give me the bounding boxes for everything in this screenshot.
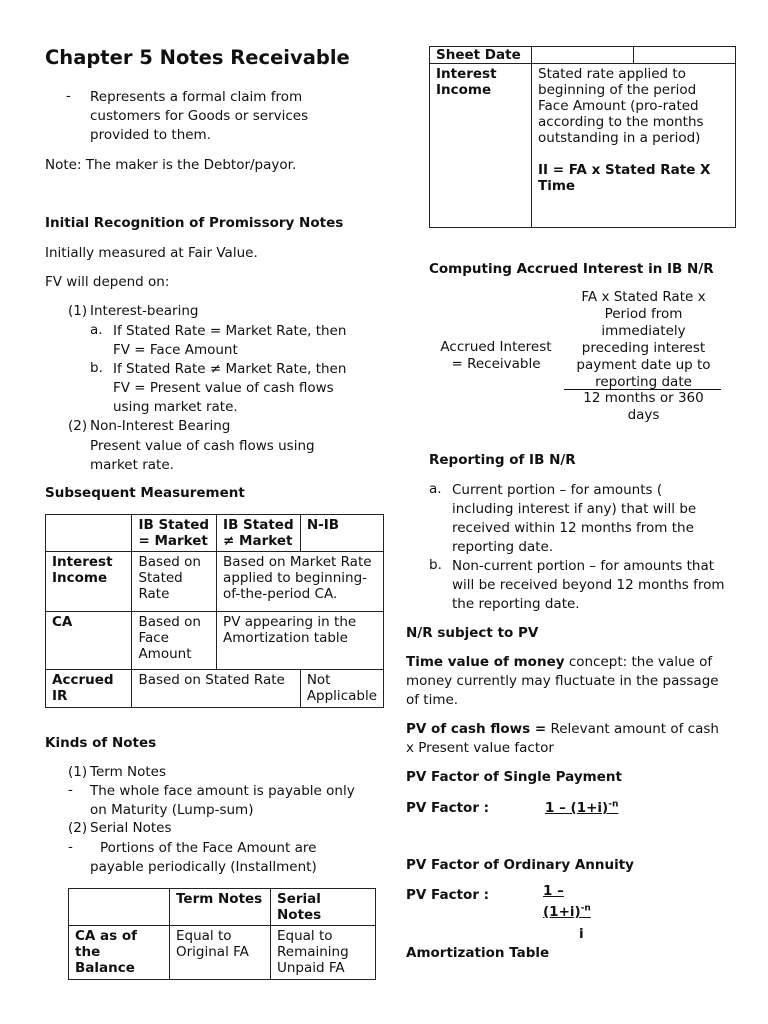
item1-label: Interest-bearing [90,303,199,319]
table-cell: Based on Stated Rate [132,670,300,708]
table-cell: Based on Stated Rate [132,552,217,612]
item2-text: Present value of cash flows using market rate. [90,438,315,473]
interest-income-formula: II = FA x Stated Rate X Time [538,162,711,194]
table-cell: Equal to Original FA [170,926,271,980]
single-formula [545,800,618,817]
row-label: CA [46,612,132,670]
item2-label: Non-Interest Bearing [90,418,231,434]
note-text: Note: The maker is the Debtor/payor. [45,157,297,173]
single-formula-base: 1 – (1+i) [545,800,609,816]
bullet-text: Represents a formal claim from customers for Goods or services provided to them. [90,89,309,143]
annuity-top: 1 – [543,883,564,899]
annuity-middle-base: (1+i) [543,904,581,920]
initial-heading: Initial Recognition of Promissory Notes [45,215,344,231]
subsequent-table [45,514,384,708]
row-label: Interest Income [430,64,532,228]
col-header: Term Notes [170,889,271,926]
annuity-bottom: i [579,926,584,942]
rep-b-mark: b. [429,557,442,573]
item1b-mark: b. [90,360,103,376]
item2-number: (2) [68,418,88,434]
kinds-heading: Kinds of Notes [45,735,157,751]
pv-factor-label: PV Factor : [406,800,490,816]
accrued-denominator: 12 months or 360 days [583,390,704,423]
item1a-text: If Stated Rate = Market Rate, then FV = Face Amount [113,323,347,358]
annuity-heading: PV Factor of Ordinary Annuity [406,857,634,873]
table-cell: Based on Face Amount [132,612,217,670]
amortization-heading: Amortization Table [406,945,550,958]
table-cell: Based on Market Rate applied to beginning-of-the-period CA. [217,552,384,612]
table-cell: Not Applicable [300,670,383,708]
fv-depends: FV will depend on: [45,274,170,290]
accrued-lhs: Accrued Interest = Receivable [440,339,552,372]
kind1-number: (1) [68,764,88,780]
annuity-middle [543,904,591,921]
table-cell [532,64,736,228]
pvcf-text: Relevant amount of cash x Present value factor [406,721,719,756]
col-header: N-IB [300,515,383,552]
subsequent-heading: Subsequent Measurement [45,485,245,501]
row-label: Accrued IR [46,670,132,708]
table-corner [46,515,132,552]
rep-a-mark: a. [429,481,442,497]
annuity-exponent: -n [580,903,591,914]
single-heading: PV Factor of Single Payment [406,769,622,785]
kind2-number: (2) [68,820,88,836]
reporting-heading: Reporting of IB N/R [429,452,576,468]
kind1-dash: - [68,782,73,798]
kind2-text: Portions of the Face Amount are payable periodically (Installment) [90,840,317,875]
page-title: Chapter 5 Notes Receivable [45,46,350,69]
item1a-mark: a. [90,322,103,338]
table-cell [634,47,736,64]
single-formula-exponent: -n [608,799,619,810]
tvm-paragraph [406,653,726,710]
pv-heading: N/R subject to PV [406,625,539,641]
accrued-heading: Computing Accrued Interest in IB N/R [429,261,714,277]
initially-measured: Initially measured at Fair Value. [45,245,258,261]
kind1-label: Term Notes [90,764,167,780]
kind1-text: The whole face amount is payable only on Maturity (Lump-sum) [90,783,355,818]
interest-income-table [429,46,736,228]
bullet-dash: - [66,88,71,104]
col-header: IB Stated ≠ Market [217,515,301,552]
col-header: IB Stated = Market [132,515,217,552]
table-corner [69,889,170,926]
row-label: Sheet Date [430,47,532,64]
table-cell: PV appearing in the Amortization table [217,612,384,670]
kind2-label: Serial Notes [90,820,172,836]
col-header: Serial Notes [271,889,376,926]
pv-factor-label-2: PV Factor : [406,887,490,903]
accrued-numerator: FA x Stated Rate x Period from immediately preceding interest payment date up to reporting date [576,289,711,390]
tvm-term: Time value of money [406,654,565,670]
item1b-text: If Stated Rate ≠ Market Rate, then FV = Present value of cash flows using market rate. [113,361,347,415]
kinds-table [68,888,376,980]
rep-a-text: Current portion – for amounts ( including interest if any) that will be received within 12 months from the reporting date. [452,482,697,555]
row-label: CA as of the Balance [69,926,170,980]
interest-income-description: Stated rate applied to beginning of the period Face Amount (pro-rated according to the months outstanding in a period) [538,66,704,146]
pvcf-term: PV of cash flows = [406,721,547,737]
rep-b-text: Non-current portion – for amounts that will be received beyond 12 months from the reporting date. [452,558,725,612]
pvcf-paragraph [406,720,726,758]
item1-number: (1) [68,303,88,319]
table-cell: Equal to Remaining Unpaid FA [271,926,376,980]
tvm-text: concept: the value of money currently may fluctuate in the passage of time. [406,654,719,708]
row-label: Interest Income [46,552,132,612]
kind2-dash: - [68,839,73,855]
table-cell [532,47,634,64]
